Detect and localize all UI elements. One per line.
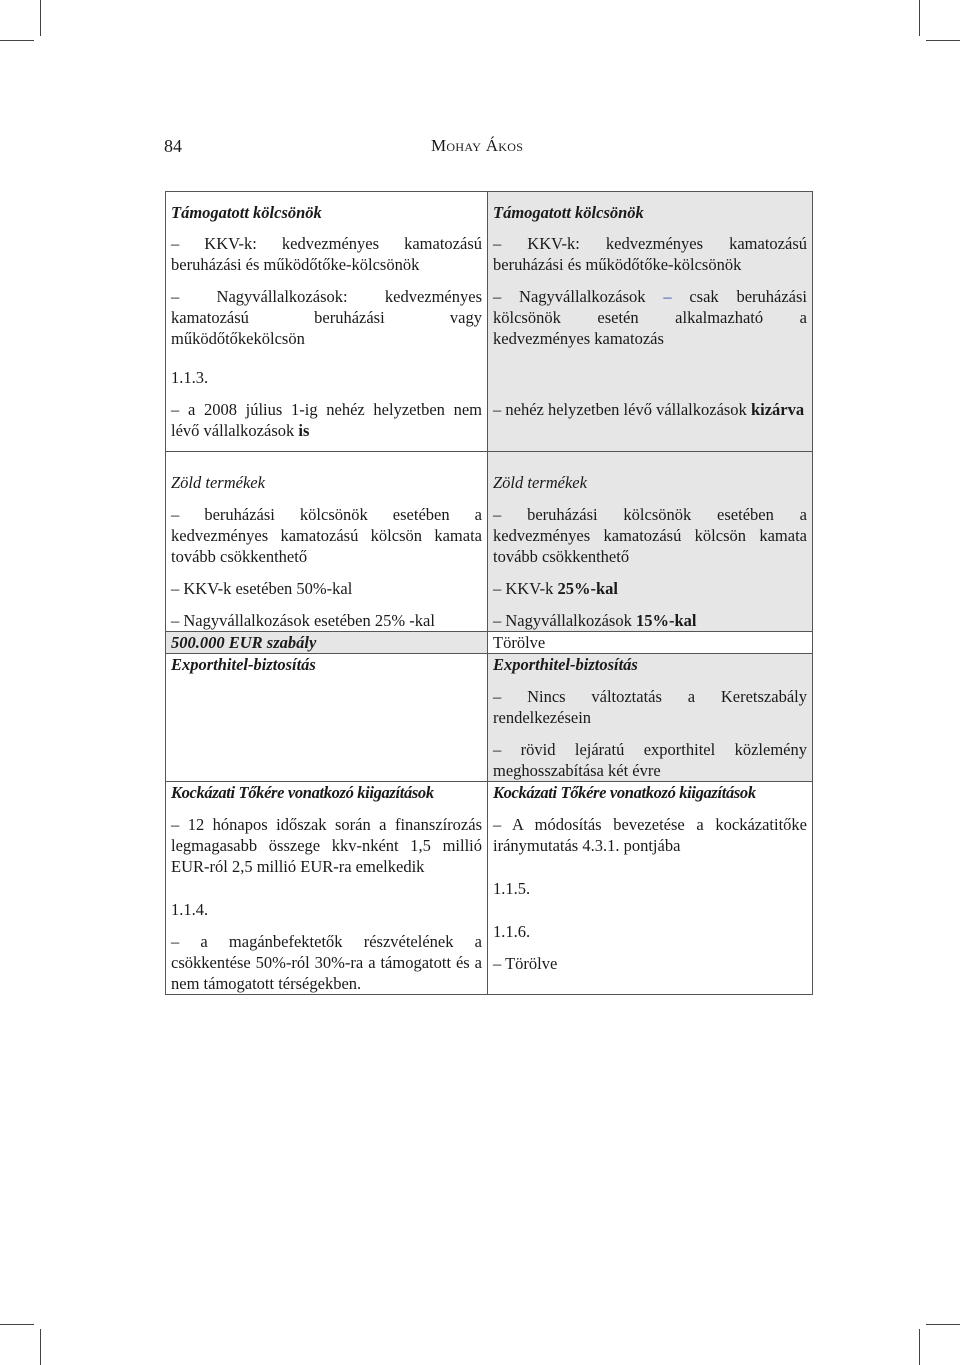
text-span: 25%-kal (557, 579, 618, 598)
section-title: Támogatott kölcsönök (493, 203, 644, 222)
crop-mark (0, 1324, 34, 1325)
list-item: – Nagyvállalkozások: kedvezményes kamatozású beruházási vagy működőtőkekölcsön (171, 287, 482, 348)
text-span: is (298, 421, 310, 440)
list-item: – beruházási kölcsönök esetében a kedvezményes kamatozású kölcsön kamata tovább csökkenthető (171, 505, 482, 566)
text-span: – Nagyvállalkozások (493, 611, 636, 630)
cell-difficult-firms-old (166, 367, 488, 452)
cell-difficult-firms-new (488, 367, 813, 452)
list-item: – KKV-k esetében 50%-kal (171, 579, 353, 598)
list-item: – beruházási kölcsönök esetében a kedvezményes kamatozású kölcsön kamata tovább csökkenthető (493, 505, 807, 566)
cell-eur-rule-new (488, 632, 813, 654)
cell-supported-loans-new (488, 192, 813, 368)
list-item (493, 610, 807, 631)
list-item: – Nagyvállalkozások esetében 25% -kal (171, 611, 435, 630)
crop-mark (0, 40, 34, 41)
running-head: Mohay Ákos (431, 136, 524, 155)
text-span: kizárva (750, 400, 805, 419)
cell-green-products-new (488, 452, 813, 632)
text-span: 15%-kal (635, 611, 697, 630)
cell-green-products-old (166, 452, 488, 632)
crop-mark (926, 1324, 960, 1325)
list-item: – 12 hónapos időszak során a finanszírozás legmagasabb összege kkv-nként 1,5 millió EUR-ról 2,5 millió EUR-ra emelkedik (171, 815, 482, 876)
crop-mark (40, 0, 41, 36)
text-span: – KKV-k (493, 579, 558, 598)
cell-export-credit-old (166, 654, 488, 782)
section-title: Támogatott kölcsönök (171, 203, 322, 222)
list-item: – Nagyvállalkozások – csak beruházási kölcsönök esetén alkalmazható a kedvezményes kamatozás (493, 287, 808, 348)
crop-mark (40, 1329, 41, 1365)
section-number: 1.1.6. (493, 922, 531, 941)
cell-risk-capital-old (166, 782, 488, 995)
cell-eur-rule-old (166, 632, 488, 654)
section-title: 500.000 EUR szabály (171, 633, 317, 652)
list-item (171, 399, 482, 441)
dash-mark: – (663, 287, 672, 306)
text-span: – nehéz helyzetben lévő vállalkozások (493, 400, 751, 419)
list-item: – Törölve (493, 954, 558, 973)
section-title: Zöld termékek (493, 473, 587, 492)
section-number: 1.1.3. (171, 368, 209, 387)
section-number: 1.1.5. (493, 879, 531, 898)
list-item: – A módosítás bevezetése a kockázatitőke iránymutatás 4.3.1. pontjába (493, 815, 807, 855)
section-title: Exporthitel-biztosítás (171, 655, 316, 674)
text-span: csak beruházási kölcsönök esetén alkalmazható a kedvezményes kamatozás (493, 287, 808, 348)
list-item: – Nincs változtatás a Keretszabály rendelkezésein (493, 687, 807, 727)
section-title: Exporthitel-biztosítás (493, 655, 638, 674)
comparison-table (165, 191, 813, 995)
status-text: Törölve (493, 633, 546, 652)
section-title: Kockázati Tőkére vonatkozó kiigazítások (493, 783, 756, 802)
cell-export-credit-new (488, 654, 813, 782)
list-item (493, 578, 807, 599)
section-number: 1.1.4. (171, 900, 209, 919)
list-item: – rövid lejáratú exporthitel közlemény meghosszabítása két évre (493, 740, 807, 780)
text-span: Nagyvállalkozások (519, 287, 646, 306)
page-number: 84 (164, 136, 182, 156)
list-item: – a magánbefektetők részvételének a csökkentése 50%-ról 30%-ra a támogatott és a nem támogatott térségekben. (171, 932, 482, 993)
text-span: – a 2008 július 1-ig nehéz helyzetben nem lévő vállalkozások (171, 400, 482, 440)
section-title: Zöld termékek (171, 473, 265, 492)
list-item (493, 399, 807, 420)
cell-supported-loans-old (166, 192, 488, 368)
crop-mark (919, 0, 920, 36)
cell-risk-capital-new (488, 782, 813, 995)
list-item: – KKV-k: kedvezményes kamatozású beruházási és működőtőke-kölcsönök (171, 234, 482, 274)
list-item: – KKV-k: kedvezményes kamatozású beruházási és működőtőke-kölcsönök (493, 234, 807, 274)
crop-mark (919, 1329, 920, 1365)
section-title: Kockázati Tőkére vonatkozó kiigazítások (171, 783, 434, 802)
crop-mark (926, 40, 960, 41)
